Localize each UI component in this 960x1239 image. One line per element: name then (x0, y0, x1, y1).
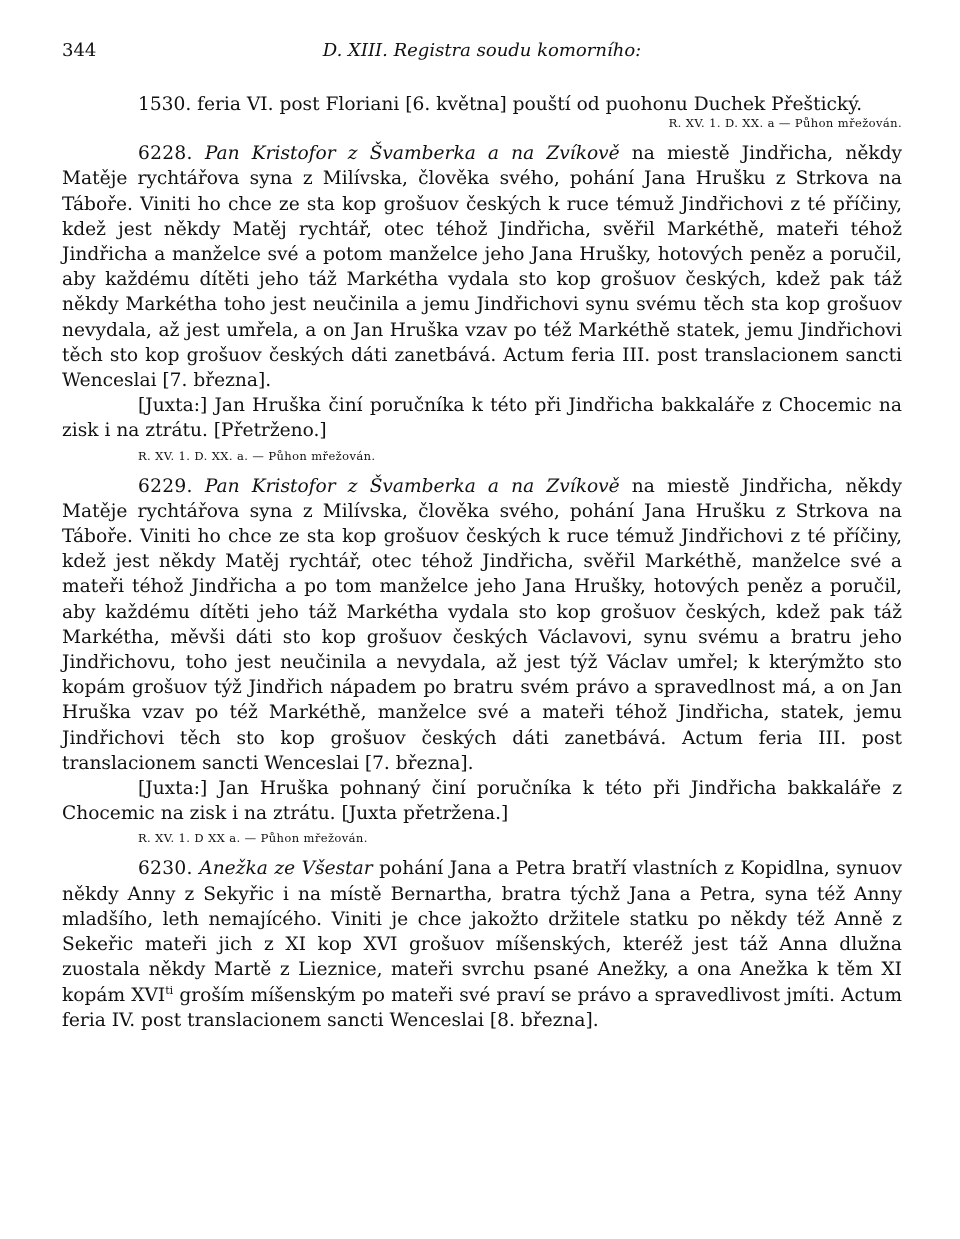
document-page (62, 38, 902, 1033)
source-note: R. XV. 1. D XX a. — Půhon mřežován. (138, 831, 368, 846)
source-note: R. XV. 1. D. XX. a. — Půhon mřežován. (138, 448, 376, 463)
entry-6228 (62, 141, 902, 393)
juxta-note: [Juxta:] Jan Hruška činí poručníka k této při Jindřicha bakkaláře z Chocemic na zisk i na ztrátu. [Přetrženo.] (62, 395, 902, 442)
entry-plaintiff: Anežka ze Všestar (199, 858, 373, 880)
entry-text: na miestě Jindřicha, někdy Matěje rychtářova syna z Milívska, člověka svého, pohání Jana Hrušku z Strkova na Táboře. Viniti ho chce ze sta kop grošuov českých k ruce témuž Jindřichovi z té příčiny, kdež jest někdy Matěj rychtář, otec téhož Jindřicha, svěřil Markéthě, mateři téhož Jindřicha a manželce své a potom manželce jeho Jana Hrušky, hotových peněz a poručil, aby každému dítěti jeho táž Markétha vydala sto kop grošuov českých, kdež pak táž někdy Markétha toho jest neučinila a jemu Jindřichovi synu svému těch sta kop grošuov nevydala, až jest umřela, a on Jan Hruška vzav po též Markéthě statek, jemu Jindřichovi těch sto kop grošuov českých dáti zanetbává. Actum feria III. post translacionem sancti Wenceslai [7. března]. (62, 143, 902, 392)
entry-6230 (62, 856, 902, 1032)
entry-text: pohání Jana a Petra bratří vlastních z Kopidlna, synuov někdy Anny z Sekyřic i na místě Bernartha, bratra týchž Jana a Petra, syna též Anny mladšího, leth nemajícého. Viniti je chce jakožto držitele statku po někdy též Anně z Sekeřic mateři jich z XI kop XVI grošuov míšenských, kteréž jest táž Anna dlužna zuostala někdy Martě z Lieznice, mateři svrchu psané Anežky, a ona Anežka k těm XI kopám XVI (62, 858, 902, 1006)
juxta-note: [Juxta:] Jan Hruška pohnaný činí poručníka k této při Jindřicha bakkaláře z Chocemic na zisk i na ztrátu. [Juxta přetržena.] (62, 778, 902, 825)
page-header (62, 38, 902, 64)
entry-plaintiff: Pan Kristofor z Švamberka a na Zvíkově (204, 475, 620, 497)
entry-text: na miestě Jindřicha, někdy Matěje rychtářova syna z Milívska, člověka svého, pohání Jana Hrušku z Strkova na Táboře. Viniti ho chce ze sta kop grošuov českých k ruce témuž Jindřichovi z té příčiny, kdež jest někdy Matěj rychtář, otec téhož Jindřicha, svěřil Markéthě, manželce své a mateři téhož Jindřicha a po tom manželce jeho Jana Hrušky, hotových peněz a poručil, aby každému dítěti jeho táž Markétha vydala sto kop grošuov českých, kdež pak táž Markétha, měvši dáti sto kop grošuov českých Václavovi, synu svému a bratru jeho Jindřichovu, toho jest neučinila a nevydala, až jest týž Václav umřel; k kterýmžto sto kopám grošuov týž Jindřich nápadem po bratru svém právo a spravedlnost má, a on Jan Hruška vzav po též Markéthě, manželce své a mateři téhož Jindřicha, statek, jemu Jindřichovi těch sto kop grošuov českých dáti zanetbává. Actum feria III. post translacionem sancti Wenceslai [7. března]. (62, 475, 902, 774)
entry-plaintiff: Pan Kristofor z Švamberka a na Zvíkově (204, 143, 620, 165)
superscript: ti (165, 983, 174, 997)
source-note: R. XV. 1. D. XX. a — Půhon mřežován. (668, 116, 902, 131)
running-title: D. XIII. Registra soudu komorního: (322, 40, 642, 61)
entry-text-continued: groším míšenským po mateři své praví se právo a spravedlivost jmíti. Actum feria IV. post translacionem sancti Wenceslai [8. března]. (62, 984, 902, 1031)
entry-number: 6228. (138, 143, 193, 165)
entry-number: 6230. (138, 858, 193, 880)
entry-text: 1530. feria VI. post Floriani [6. května] pouští od puohonu Duchek Přeštický. (138, 94, 863, 115)
entry-6229 (62, 474, 902, 776)
page-number: 344 (62, 40, 97, 61)
entry-number: 6229. (138, 475, 193, 497)
